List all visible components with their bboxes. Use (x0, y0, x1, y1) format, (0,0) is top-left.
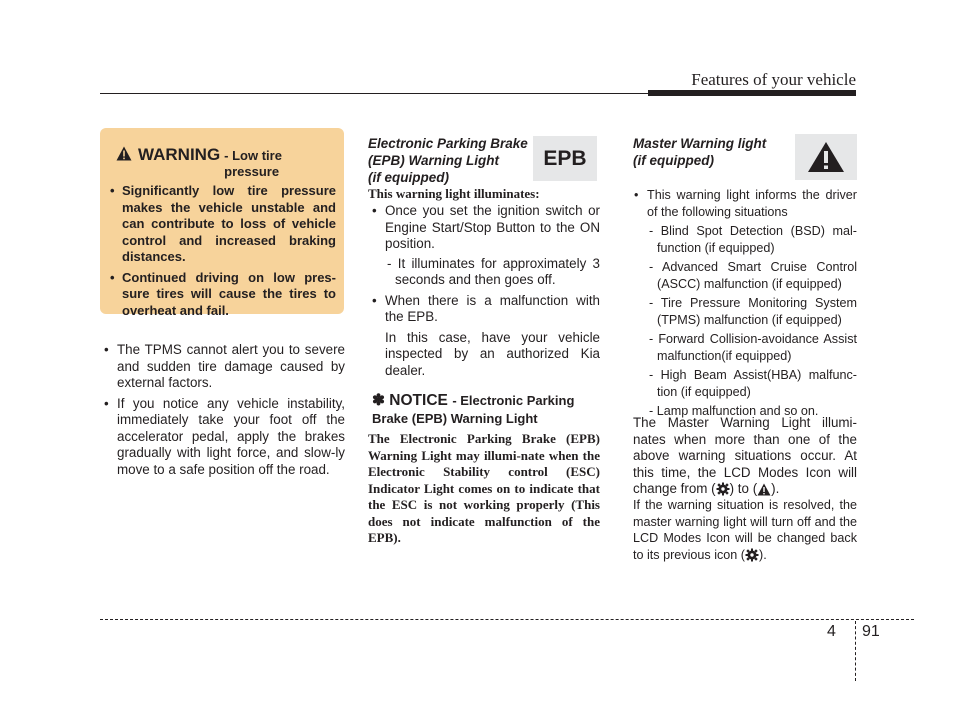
epb-item-para: In this case, have your vehicle inspected by an authorized Kia dealer. (385, 329, 600, 378)
master-list (630, 187, 857, 424)
epb-title-line: (EPB) Warning Light (368, 153, 499, 168)
list-item: • If you notice any vehicle instability, immediately take your foot off the accelerator pedal, apply the brakes gradually with light force, and slow-ly move to a safe position off the road. (100, 396, 345, 479)
warning-item: • Continued driving on low pres-sure tires will cause the tires to overheat and fail. (108, 270, 336, 320)
notice-heading (372, 391, 604, 428)
epb-item-text: When there is a malfunction with the EPB. (385, 292, 600, 324)
epb-title-line: Electronic Parking Brake (368, 136, 528, 151)
notice-label: ✽ NOTICE (372, 392, 448, 409)
list-item (630, 187, 857, 420)
page-header-title: Features of your vehicle (691, 70, 856, 89)
master-sub-item: - Advanced Smart Cruise Control (ASCC) malfunction (if equipped) (649, 260, 857, 291)
warning-item: • Significantly low tire pressure makes the vehicle unstable and can contribute to loss of vehicle control and increased braking distances. (108, 183, 336, 266)
gear-icon (745, 548, 759, 562)
epb-list (368, 203, 600, 383)
epb-icon-label: EPB (543, 146, 587, 170)
epb-item-text: Once you set the ignition switch or Engine Start/Stop Button to the ON position. (385, 203, 600, 251)
warning-triangle-icon (757, 483, 771, 496)
epb-item-sub: - It illuminates for approximately 3 seconds and then goes off. (387, 255, 600, 287)
warning-triangle-icon (806, 140, 846, 174)
master-para2-text: If the warning situation is resolved, the master warning light will turn off and the LCD Modes Icon will be changed (633, 498, 857, 545)
notice-topic: - Electronic Parking Brake (EPB) Warning Light (372, 393, 575, 426)
master-title-line: Master Warning light (633, 136, 767, 151)
master-para1-text: The Master Warning Light illumi-nates when more than one of the above warning situations occur. At this time, the LCD Modes Icon will (633, 415, 857, 480)
master-warning-title (633, 135, 783, 169)
notice-body: The Electronic Parking Brake (EPB) Warning Light may illumi-nate when the Electronic Stability control (ESC) Indicator Light comes on to indicate that the ESC is not working properly (This does not indicate malfunction of the EPB). (368, 431, 600, 545)
epb-section-title (368, 135, 538, 186)
warning-list (108, 183, 336, 323)
epb-illuminates-label: This warning light illuminates: (368, 186, 540, 201)
master-sub-item: - High Beam Assist(HBA) malfunc-tion (if equipped) (649, 368, 857, 399)
master-para1-text: ). (771, 481, 780, 496)
chapter-number: 4 (827, 623, 836, 640)
master-para1-text: ) to ( (729, 481, 758, 496)
warning-heading (116, 146, 334, 180)
master-warning-icon (795, 134, 857, 180)
master-paragraph-2 (633, 497, 857, 563)
master-para2-text: ). (759, 547, 767, 562)
master-title-line: (if equipped) (633, 153, 714, 168)
master-item-text: This warning light informs the driver of the following situations (647, 188, 857, 219)
footer-rule (100, 619, 914, 620)
left-column-list (100, 342, 345, 482)
warning-topic: - Low tire pressure (224, 148, 282, 179)
master-sub-item: - Tire Pressure Monitoring System (TPMS) malfunction (if equipped) (649, 296, 857, 327)
page-number: 91 (862, 623, 880, 640)
list-item (368, 203, 600, 289)
epb-title-line: (if equipped) (368, 170, 449, 185)
master-paragraph-1 (633, 415, 857, 498)
warning-triangle-icon (116, 146, 132, 161)
list-item (368, 293, 600, 380)
footer-divider (855, 621, 856, 681)
master-para2-text: back to its previous icon ( (633, 531, 857, 562)
master-sub-item: - Forward Collision-avoidance Assist malfunction(if equipped) (649, 332, 857, 363)
master-sub-item: - Lamp malfunction and so on. (649, 404, 819, 418)
header-rule-bar (648, 90, 856, 96)
epb-warning-icon (533, 136, 597, 181)
warning-label: WARNING (138, 145, 221, 164)
gear-icon (716, 482, 730, 496)
list-item: • The TPMS cannot alert you to severe and sudden tire damage caused by external factors. (100, 342, 345, 392)
master-para1-text: change from ( (633, 481, 716, 496)
master-sub-item: - Blind Spot Detection (BSD) mal-function (if equipped) (649, 224, 857, 255)
